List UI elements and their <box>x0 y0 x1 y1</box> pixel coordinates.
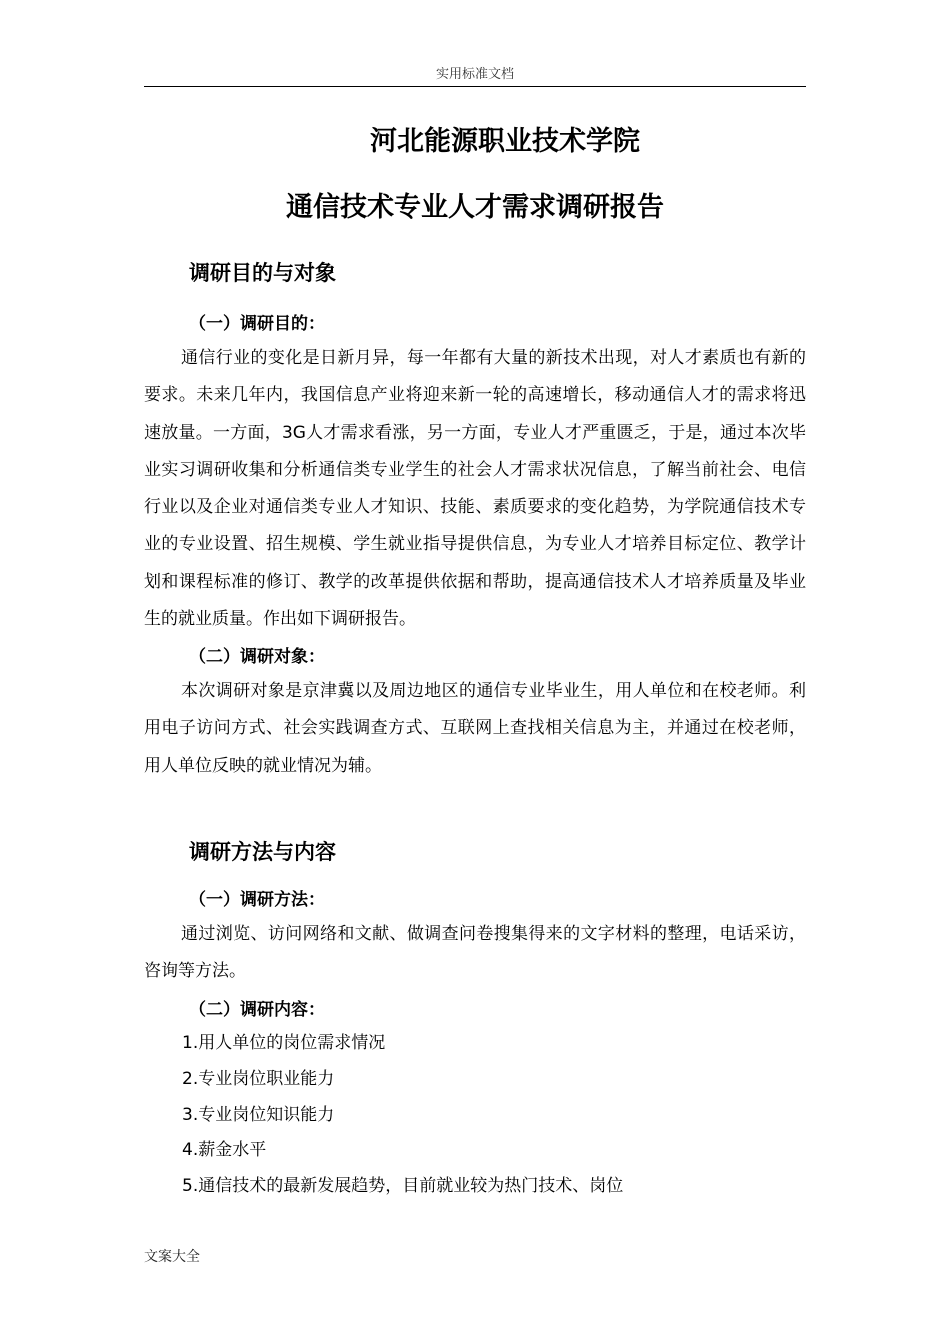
list-item: 3.专业岗位知识能力 <box>182 1104 335 1125</box>
page-header: 实用标准文档 <box>435 67 514 82</box>
subheading-content: （二）调研内容： <box>189 1000 325 1020</box>
subheading-method: （一）调研方法： <box>189 890 325 910</box>
document-title-institution: 河北能源职业技术学院 <box>370 126 640 157</box>
section-heading-purpose: 调研目的与对象 <box>189 261 336 285</box>
list-item: 1.用人单位的岗位需求情况 <box>182 1033 386 1053</box>
subheading-purpose: （一）调研目的： <box>189 314 325 334</box>
paragraph-purpose: 通信行业的变化是日新月异，每一年都有大量的新技术出现，对人才素质也有新的要求。未来几年内，我国信息产业将迎来新一轮的高速增长，移动通信人才的需求将迅速放量。一方面，3G人才需求看涨，另一方面，专业人才严重匮乏，于是，通过本次毕业实习调研收集和分析通信类专业学生的社会人才需求状况信息，了解当前社会、电信行业以及企业对通信类专业人才知识、技能、素质要求的变化趋势，为学院通信技术专业的专业设置、招生规模、学生就业指导提供信息，为专业人才培养目标定位、教学计划和课程标准的修订、教学的改革提供依据和帮助，提高通信技术人才培养质量及毕业生的就业质量。作出如下调研报告。 <box>144 348 806 630</box>
list-item: 2.专业岗位职业能力 <box>182 1068 335 1089</box>
list-item: 4.薪金水平 <box>182 1140 267 1161</box>
paragraph-objects: 本次调研对象是京津冀以及周边地区的通信专业毕业生，用人单位和在校老师。利用电子访问方式、社会实践调查方式、互联网上查找相关信息为主，并通过在校老师，用人单位反映的就业情况为辅。 <box>144 681 806 776</box>
subheading-objects: （二）调研对象： <box>189 647 325 667</box>
paragraph-method: 通过浏览、访问网络和文献、做调查问卷搜集得来的文字材料的整理，电话采访，咨询等方法。 <box>144 924 806 982</box>
list-item: 5.通信技术的最新发展趋势，目前就业较为热门技术、岗位 <box>182 1176 624 1197</box>
page-footer: 文案大全 <box>144 1249 200 1265</box>
content-list <box>182 1026 623 1205</box>
header-rule <box>144 86 806 87</box>
section-heading-method: 调研方法与内容 <box>189 840 336 864</box>
document-title-report: 通信技术专业人才需求调研报告 <box>286 192 664 223</box>
